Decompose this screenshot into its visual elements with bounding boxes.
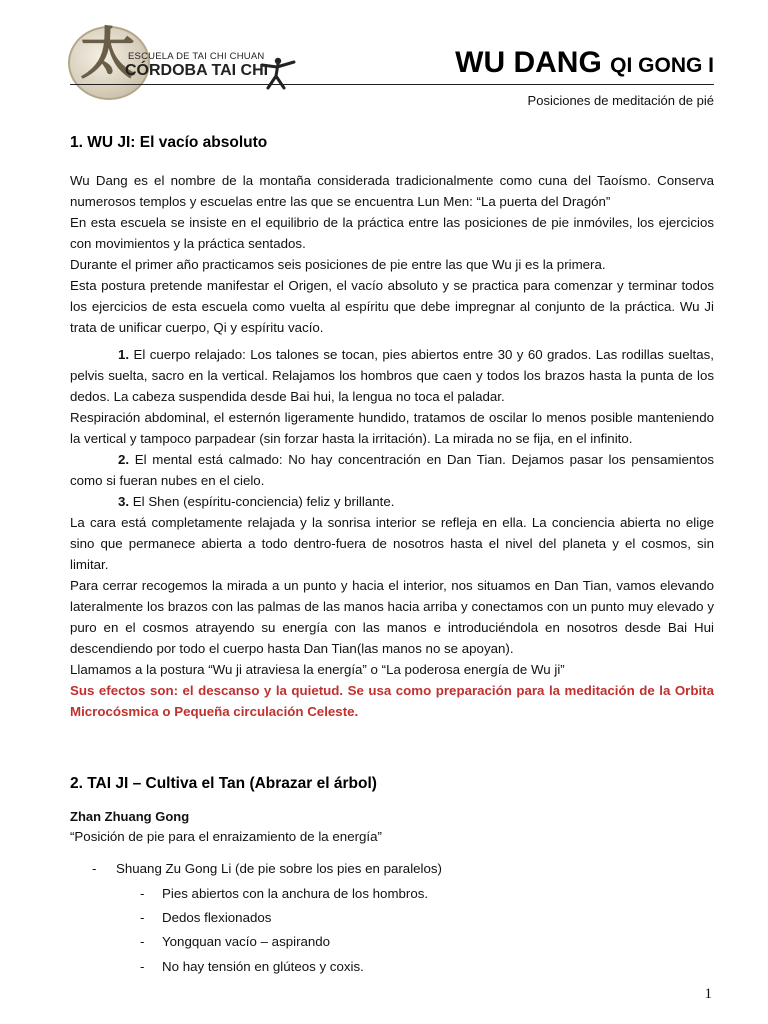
header-divider [70, 84, 714, 85]
paragraph: Para cerrar recogemos la mirada a un punto y hacia el interior, nos situamos en Dan Tian, vamos elevando lateralmente los brazos con las palmas de las manos hacia arriba y conectamos con un punto muy elevado y puro en el cosmos atrayendo su energía con las manos e introduciéndola en nosotros desde Bai Hui descendiendo por todo el cuerpo hasta Dan Tian(las manos no se apoyan). [70, 578, 714, 656]
numbered-item-1 [70, 344, 714, 407]
list-bullet: - [92, 861, 97, 876]
paragraph: Wu Dang es el nombre de la montaña considerada tradicionalmente como cuna del Taoísmo. Conserva numerosos templos y escuelas entre las que se encuentra Lun Men: “La puerta del Dragón” [70, 173, 714, 209]
numbered-item-3 [70, 491, 714, 512]
document-title [455, 46, 714, 80]
numbered-item-2 [70, 449, 714, 491]
school-logo [62, 20, 302, 102]
logo-glyph: 太 [80, 21, 136, 87]
paragraph: Respiración abdominal, el esternón ligeramente hundido, tratamos de oscilar lo menos posible manteniendo la vertical y tampoco parpadear (sin forzar hasta la irritación). La mirada no se fija, en el infinito. [70, 410, 714, 446]
list-item-text: Pies abiertos con la anchura de los hombros. [162, 886, 429, 901]
paragraph: Esta postura pretende manifestar el Origen, el vacío absoluto y se practica para comenzar y terminar todos los ejercicios de esta escuela como vuelta al espíritu que debe impregnar al conjunto de la práctica. Wu Ji trata de unificar cuerpo, Qi y espíritu vacío. [70, 278, 714, 335]
page-number: 1 [704, 986, 712, 1002]
paragraph: Llamamos a la postura “Wu ji atraviesa la energía” o “La poderosa energía de Wu ji” [70, 662, 565, 677]
paragraph: La cara está completamente relajada y la sonrisa interior se refleja en ella. La conciencia abierta no elige sino que permanece abierta a todo dentro-fuera de nosotros hasta el nivel del planeta y el cosmos, sin limitar. [70, 515, 714, 572]
paragraph: En esta escuela se insiste en el equilibrio de la práctica entre las posiciones de pie inmóviles, los ejercicios con movimientos y la práctica sentados. [70, 215, 714, 251]
effects-note: Sus efectos son: el descanso y la quietud. Se usa como preparación para la meditación de la Orbita Microcósmica o Pequeña circulación Celeste. [70, 683, 714, 719]
section-1-list [70, 344, 714, 722]
item-number: 3. [118, 494, 130, 509]
logo-school-name: CÓRDOBA TAI CHI [125, 62, 269, 79]
list-bullet: - [140, 910, 145, 925]
title-sub: QI GONG I [610, 54, 714, 77]
logo-school-line: ESCUELA DE TAI CHI CHUAN [128, 51, 265, 62]
item-number: 2. [118, 452, 130, 467]
section-1-heading: 1. WU JI: El vacío absoluto [70, 134, 268, 151]
section-2-quote: “Posición de pie para el enraizamiento de la energía” [70, 829, 382, 844]
list-item-text: Dedos flexionados [162, 910, 272, 925]
section-1-body [70, 170, 714, 338]
document-subtitle: Posiciones de meditación de pié [527, 93, 714, 108]
section-2-heading: 2. TAI JI – Cultiva el Tan (Abrazar el árbol) [70, 775, 377, 792]
list-item-text: No hay tensión en glúteos y coxis. [162, 959, 364, 974]
list-bullet: - [140, 886, 145, 901]
list-bullet: - [140, 959, 145, 974]
item-number: 1. [118, 347, 130, 362]
item-text: El mental está calmado: No hay concentración en Dan Tian. Dejamos pasar los pensamientos como si fueran nubes en el cielo. [70, 452, 714, 488]
item-text: El Shen (espíritu-conciencia) feliz y brillante. [132, 494, 395, 509]
section-2-subheading: Zhan Zhuang Gong [70, 809, 190, 824]
list-bullet: - [140, 934, 145, 949]
title-main: WU DANG [455, 46, 602, 79]
paragraph: Durante el primer año practicamos seis posiciones de pie entre las que Wu ji es la primera. [70, 257, 606, 272]
list-item-text: Yongquan vacío – aspirando [162, 934, 331, 949]
item-text: El cuerpo relajado: Los talones se tocan, pies abiertos entre 30 y 60 grados. Las rodillas sueltas, pelvis suelta, sacro en la vertical. Relajamos los hombros que caen y todos los brazos hasta la punta de los dedos. La cabeza suspendida desde Bai hui, la lengua no toca el paladar. [70, 347, 714, 404]
list-item-text: Shuang Zu Gong Li (de pie sobre los pies en paralelos) [116, 861, 442, 876]
